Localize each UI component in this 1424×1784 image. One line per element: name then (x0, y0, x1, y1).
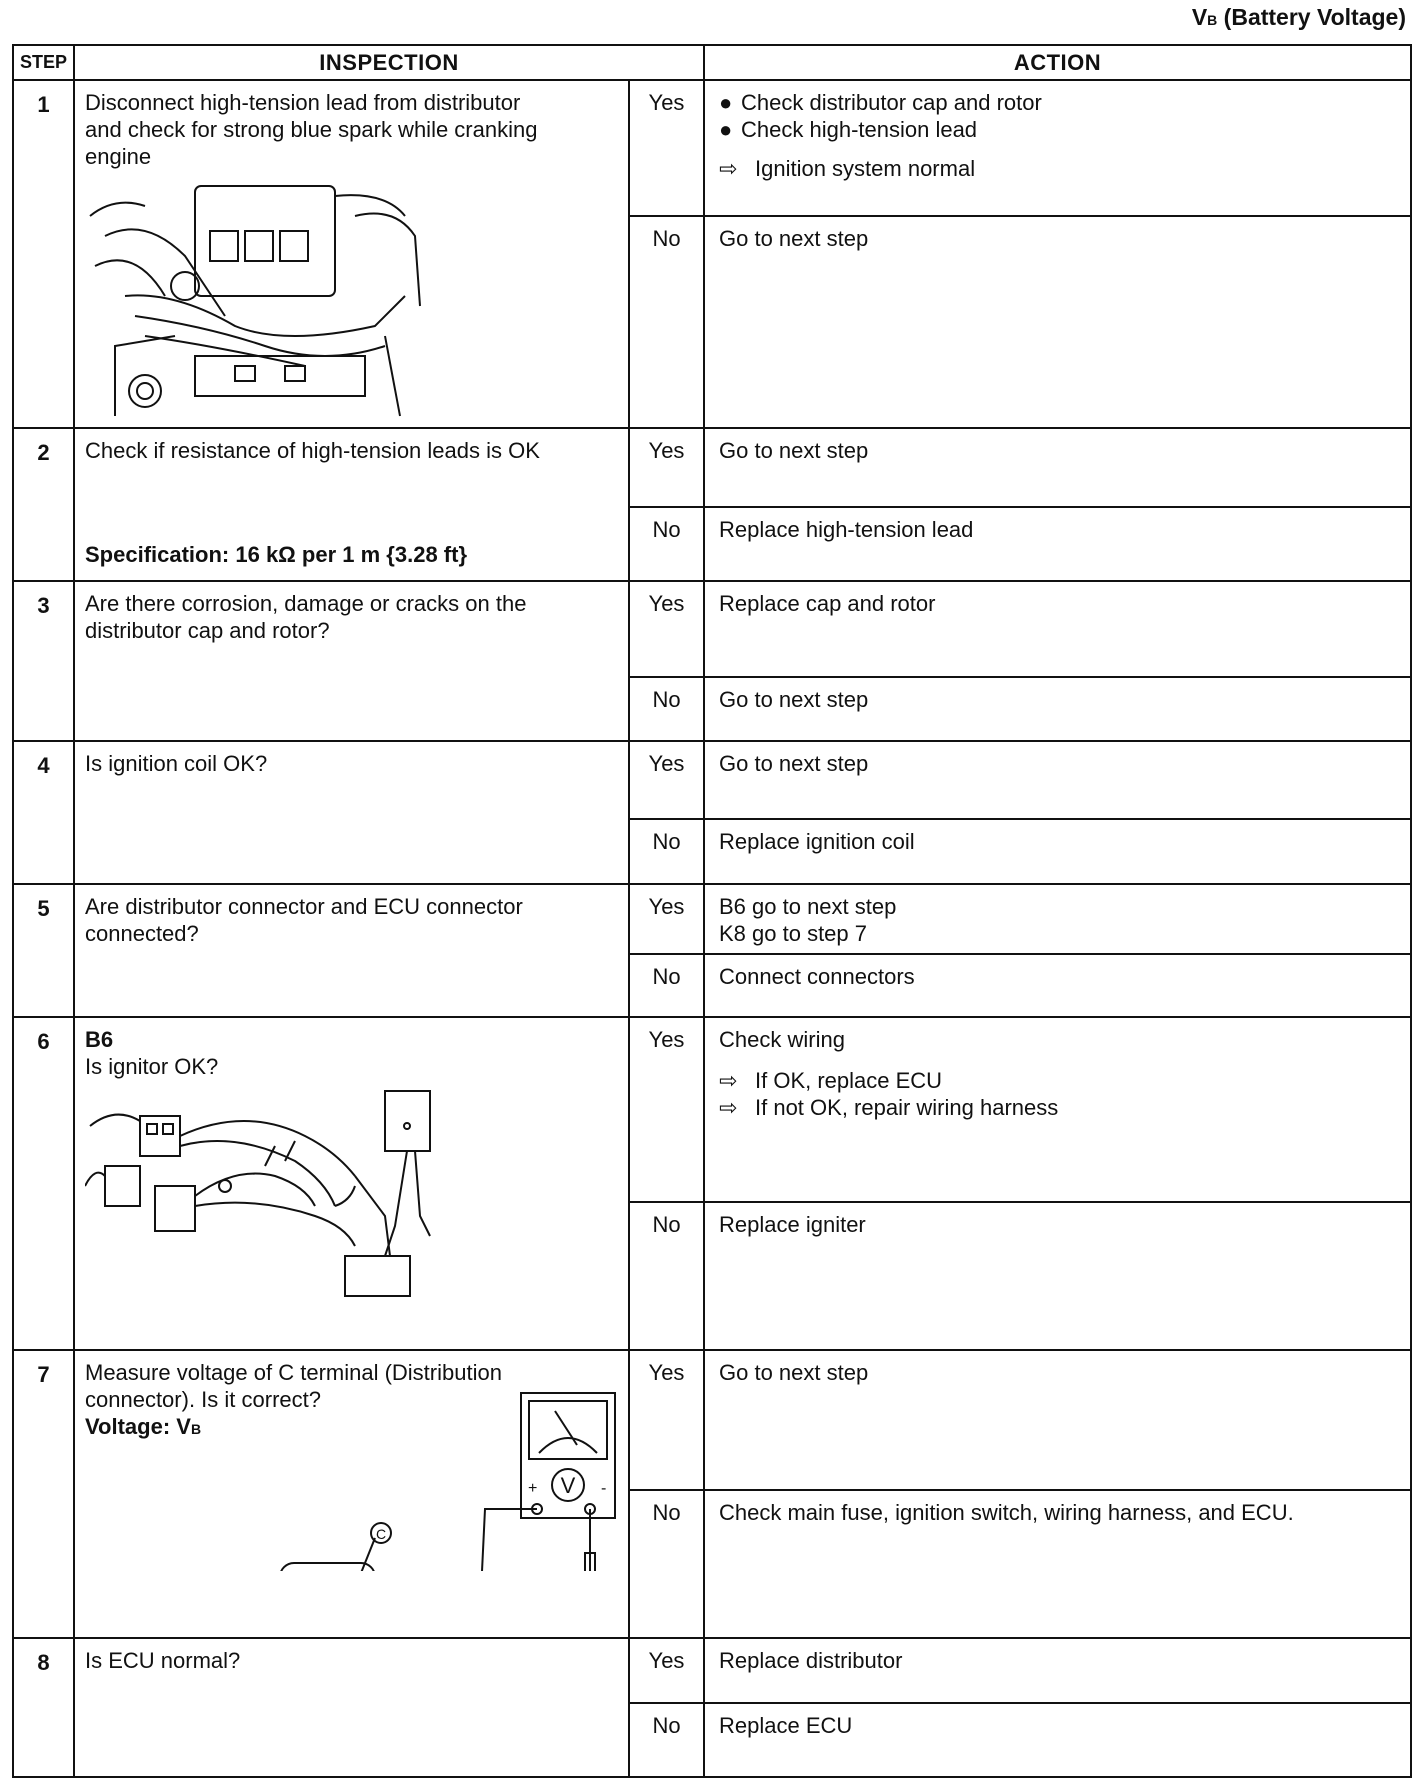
action-text: K8 go to step 7 (719, 921, 867, 946)
inspection-cell (74, 428, 629, 581)
troubleshooting-table (12, 44, 1412, 1778)
action-cell-no: Replace ignition coil (704, 819, 1411, 884)
step-column-header: STEP (13, 45, 74, 80)
ignitor-harness-drawing (85, 1086, 445, 1306)
inspection-text: engine (85, 144, 152, 169)
no-label: No (629, 1202, 704, 1350)
inspection-text: Are there corrosion, damage or cracks on the (85, 591, 527, 616)
yes-label: Yes (629, 741, 704, 819)
table-header-row (13, 45, 1411, 80)
no-label: No (629, 677, 704, 741)
step-number: 3 (13, 581, 74, 741)
action-cell-no: Replace ECU (704, 1703, 1411, 1777)
step-number: 2 (13, 428, 74, 581)
action-text: Check wiring (719, 1027, 845, 1052)
action-text: B6 go to next step (719, 894, 897, 919)
result-item: ⇨ If OK, replace ECU (719, 1068, 943, 1093)
bullet-item: ● Check high-tension lead (719, 117, 978, 142)
inspection-text: connector). Is it correct? (85, 1387, 321, 1412)
action-cell-yes: Replace cap and rotor (704, 581, 1411, 677)
result-item: ⇨ If not OK, repair wiring harness (719, 1095, 1059, 1120)
table-row (13, 428, 1411, 507)
table-row (13, 884, 1411, 954)
action-cell-no: Go to next step (704, 677, 1411, 741)
table-row (13, 1350, 1411, 1490)
yes-label: Yes (629, 1350, 704, 1490)
bullet-icon: ● (719, 90, 733, 115)
inspection-text: and check for strong blue spark while cranking (85, 117, 538, 142)
action-cell-yes: Go to next step (704, 741, 1411, 819)
yes-label: Yes (629, 1017, 704, 1202)
table-row (13, 1638, 1411, 1703)
action-cell-yes (704, 80, 1411, 216)
yes-label: Yes (629, 80, 704, 216)
step-number: 6 (13, 1017, 74, 1350)
arrow-icon: ⇨ (719, 1095, 738, 1120)
action-cell-no: Connect connectors (704, 954, 1411, 1017)
inspection-cell (74, 80, 629, 428)
action-cell-no: Replace high-tension lead (704, 507, 1411, 581)
action-cell-no: Check main fuse, ignition switch, wiring harness, and ECU. (704, 1490, 1411, 1638)
table-row (13, 581, 1411, 677)
voltmeter-minus-label: - (601, 1480, 607, 1497)
step-number: 7 (13, 1350, 74, 1638)
yes-label: Yes (629, 884, 704, 954)
voltmeter-connector-illustration (85, 1443, 618, 1631)
no-label: No (629, 507, 704, 581)
action-cell-no: Go to next step (704, 216, 1411, 428)
table-row (13, 1017, 1411, 1202)
table-row (13, 80, 1411, 216)
no-label: No (629, 1703, 704, 1777)
inspection-text: Are distributor connector and ECU connector (85, 894, 523, 919)
no-label: No (629, 1490, 704, 1638)
arrow-icon: ⇨ (719, 156, 738, 181)
yes-label: Yes (629, 581, 704, 677)
yes-label: Yes (629, 428, 704, 507)
inspection-cell (74, 1638, 629, 1777)
action-cell-yes: Go to next step (704, 428, 1411, 507)
inspection-cell (74, 884, 629, 1017)
step-number: 5 (13, 884, 74, 1017)
bullet-item: ● Check distributor cap and rotor (719, 90, 1042, 115)
voltage-spec: Voltage: VB (85, 1414, 202, 1439)
inspection-text: connected? (85, 921, 199, 946)
action-cell-no: Replace igniter (704, 1202, 1411, 1350)
inspection-text: Measure voltage of C terminal (Distribution (85, 1360, 502, 1385)
inspection-text: Check if resistance of high-tension leads is OK (85, 438, 540, 463)
action-cell-yes: Go to next step (704, 1350, 1411, 1490)
step-number: 8 (13, 1638, 74, 1777)
no-label: No (629, 954, 704, 1017)
step-number: 1 (13, 80, 74, 428)
inspection-cell (74, 1350, 629, 1638)
step-number: 4 (13, 741, 74, 884)
inspection-text: Disconnect high-tension lead from distributor (85, 90, 521, 115)
page-header-note: VB (Battery Voltage) (1191, 4, 1406, 30)
voltmeter-plus-label: + (528, 1480, 538, 1497)
engine-bay-drawing (85, 176, 425, 421)
action-cell-yes: Replace distributor (704, 1638, 1411, 1703)
voltmeter-diagram (85, 1383, 625, 1571)
distributor-engine-illustration (85, 176, 618, 421)
inspection-text: B6 (85, 1027, 114, 1052)
specification-text: Specification: 16 kΩ per 1 m {3.28 ft} (85, 542, 468, 567)
action-column-header: ACTION (704, 45, 1411, 80)
inspection-text: Is ECU normal? (85, 1648, 241, 1673)
yes-label: Yes (629, 1638, 704, 1703)
inspection-text: Is ignition coil OK? (85, 751, 268, 776)
arrow-icon: ⇨ (719, 1068, 738, 1093)
action-cell-yes (704, 1017, 1411, 1202)
inspection-cell (74, 741, 629, 884)
action-cell-yes (704, 884, 1411, 954)
no-label: No (629, 819, 704, 884)
inspection-text: distributor cap and rotor? (85, 618, 330, 643)
result-item: ⇨ Ignition system normal (719, 156, 976, 181)
inspection-cell (74, 1017, 629, 1350)
table-row (13, 741, 1411, 819)
inspection-column-header: INSPECTION (74, 45, 704, 80)
no-label: No (629, 216, 704, 428)
bullet-icon: ● (719, 117, 733, 142)
voltmeter-v-label: V (560, 1473, 576, 1498)
terminal-c-label: C (375, 1526, 387, 1542)
inspection-cell (74, 581, 629, 741)
inspection-text: Is ignitor OK? (85, 1054, 219, 1079)
ignitor-wiring-illustration (85, 1086, 618, 1306)
